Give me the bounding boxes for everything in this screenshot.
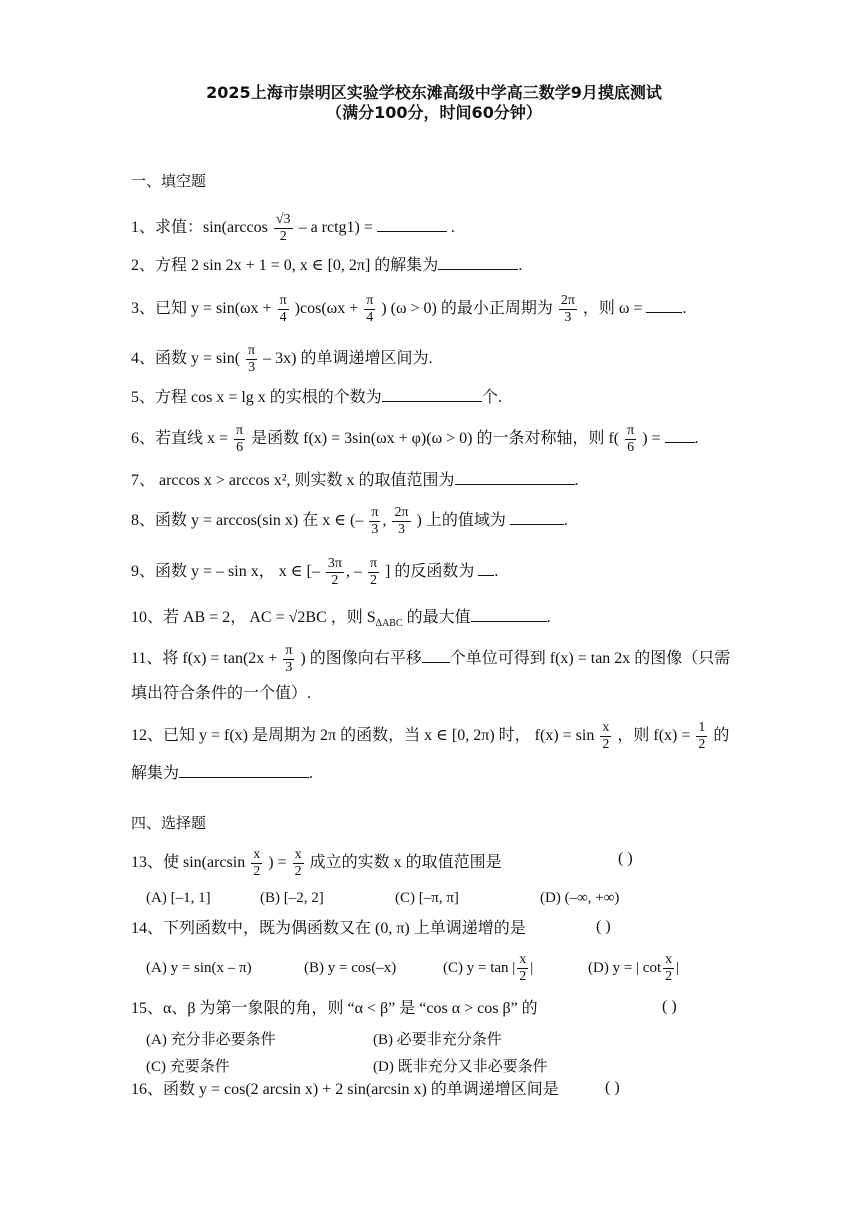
question-3: 3、已知 y = sin(ωx + $\frac{\pi}{4}$ )cos(ωx + $\frac{\pi}{4}$ ) (ω > 0) 的最小正周期为 $\frac{2\pi}{3}$ ，则 ω = .	[131, 293, 687, 325]
answer-paren[interactable]: ( )	[662, 998, 677, 1015]
question-14: 14、下列函数中，既为偶函数又在 (0, π) 上单调递增的是	[131, 920, 526, 937]
option-d[interactable]: (D) y = | cot $\frac{x}{2}$ |	[588, 952, 680, 984]
question-1: 1、求值：sin(arccos $\frac{√3}{2}$ – a rctg1) = .	[131, 212, 455, 244]
question-7: 7、 arccos x > arccos x², 则实数 x 的取值范围为 .	[131, 468, 828, 492]
question-12: 12、已知 y = f(x) 是周期为 2π 的函数，当 x ∈ [0, 2π) 时， f(x) = sin $\frac{x}{2}$ ，则 f(x) = $\frac{1}{2}$ 的	[131, 720, 730, 752]
answer-blank[interactable]	[665, 426, 695, 443]
question-10: 10、若 AB = 2， AC = √2BC ，则 $S_{\Delta ABC}$ 的最大值 .	[131, 605, 828, 635]
question-15: 15、α、β 为第一象限的角，则 “α < β” 是 “cos α > cos β” 的	[131, 1000, 538, 1017]
question-6: 6、若直线 x = $\frac{\pi}{6}$ 是函数 f(x) = 3sin(ωx + φ)(ω > 0) 的一条对称轴，则 f( $\frac{\pi}{6}$ ) = .	[131, 423, 699, 455]
section-fill-in: 一、填空题	[131, 172, 207, 190]
answer-blank[interactable]	[471, 605, 547, 622]
option-a[interactable]: (A) 充分非必要条件	[146, 1032, 276, 1048]
question-16: 16、函数 y = cos(2 arcsin x) + 2 sin(arcsin x) 的单调递增区间是	[131, 1081, 559, 1098]
question-13: 13、使 sin(arcsin $\frac{x}{2}$ ) = $\frac{x}{2}$ 成立的实数 x 的取值范围是	[131, 847, 502, 879]
answer-blank[interactable]	[382, 385, 482, 402]
answer-blank[interactable]	[422, 646, 450, 663]
option-b[interactable]: (B) [–2, 2]	[260, 890, 324, 906]
answer-blank[interactable]	[455, 468, 575, 485]
option-b[interactable]: (B) y = cos(–x)	[304, 960, 397, 976]
option-d[interactable]: (D) (–∞, +∞)	[540, 890, 620, 906]
question-4: 4、函数 y = sin( $\frac{\pi}{3}$ – 3x) 的单调递增区间为.	[131, 343, 433, 375]
answer-paren[interactable]: ( )	[605, 1079, 620, 1096]
answer-blank[interactable]	[510, 508, 564, 525]
question-8: 8、函数 y = arccos(sin x) 在 x ∈ (– $\frac{\pi}{3}$ , $\frac{2\pi}{3}$ ) 上的值域为 .	[131, 505, 568, 537]
option-d[interactable]: (D) 既非充分又非必要条件	[373, 1059, 548, 1075]
page-title: 2025上海市崇明区实验学校东滩高级中学高三数学9月摸底测试	[206, 83, 662, 102]
answer-paren[interactable]: ( )	[596, 918, 611, 935]
answer-blank[interactable]	[377, 215, 447, 232]
answer-blank[interactable]	[179, 761, 309, 778]
page-subtitle: （满分100分，时间60分钟）	[326, 103, 542, 122]
option-c[interactable]: (C) [–π, π]	[395, 890, 459, 906]
answer-blank[interactable]	[478, 559, 494, 576]
option-a[interactable]: (A) [–1, 1]	[146, 890, 211, 906]
question-11: 11、将 f(x) = tan(2x + $\frac{\pi}{3}$ ) 的图像向右平移 个单位可得到 f(x) = tan 2x 的图像（只需	[131, 643, 731, 675]
question-9: 9、函数 y = – sin x， x ∈ [– $\frac{3\pi}{2}$ , – $\frac{\pi}{2}$ ] 的反函数为 .	[131, 556, 499, 588]
option-c[interactable]: (C) 充要条件	[146, 1059, 230, 1075]
question-12-line2: 解集为 .	[131, 761, 828, 785]
option-c[interactable]: (C) y = tan | $\frac{x}{2}$ |	[443, 952, 534, 984]
answer-blank[interactable]	[646, 296, 682, 313]
option-b[interactable]: (B) 必要非充分条件	[373, 1032, 502, 1048]
question-5: 5、方程 cos x = lg x 的实根的个数为 个.	[131, 385, 828, 409]
answer-paren[interactable]: ( )	[618, 850, 633, 867]
section-choice: 四、选择题	[131, 814, 207, 832]
answer-blank[interactable]	[438, 253, 518, 270]
question-2: 2、方程 2 sin 2x + 1 = 0, x ∈ [0, 2π] 的解集为 .	[131, 253, 828, 277]
question-11-line2: 填出符合条件的一个值）.	[131, 685, 312, 702]
option-a[interactable]: (A) y = sin(x – π)	[146, 960, 252, 976]
